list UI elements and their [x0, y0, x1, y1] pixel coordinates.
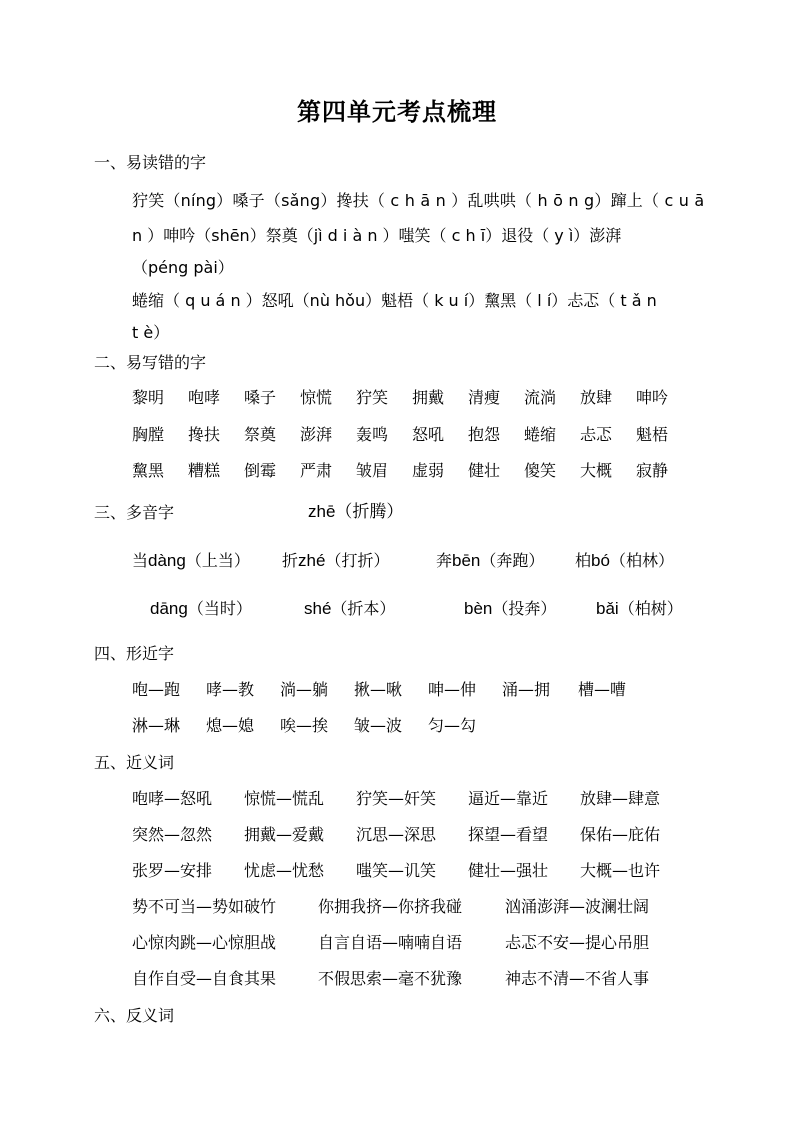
s5-synonym-pair: 不假思索—毫不犹豫 — [318, 969, 463, 988]
s4-word-pair: 涌—拥 — [502, 680, 551, 699]
s5-synonym-pair: 忐忑不安—提心吊胆 — [505, 933, 650, 952]
s3-pinyin: dàng — [148, 551, 186, 570]
s2-word: 嗓子 — [244, 388, 277, 407]
s5-synonym-pair: 你拥我挤—你挤我碰 — [318, 897, 463, 916]
s2-word: 放肆 — [580, 388, 613, 407]
s2-word: 澎湃 — [300, 425, 333, 444]
s2-word: 虚弱 — [412, 461, 445, 480]
s2-word: 清瘦 — [468, 388, 501, 407]
s2-word: 健壮 — [468, 461, 501, 480]
s5-synonym-pair: 保佑—庇佑 — [580, 825, 661, 844]
s2-word: 魁梧 — [636, 425, 669, 444]
s5-synonym-pair: 狞笑—奸笑 — [356, 789, 437, 808]
s5-synonym-pair: 探望—看望 — [468, 825, 549, 844]
s5-synonym-pair: 逼近—靠近 — [468, 789, 549, 808]
s2-word: 轰鸣 — [356, 425, 389, 444]
s3-pinyin: zhé — [298, 551, 326, 570]
s3-pinyin: dāng — [150, 599, 188, 618]
s2-word: 蜷缩 — [524, 425, 557, 444]
s2-word: 惊慌 — [300, 388, 333, 407]
s3-word: （当时） — [187, 599, 252, 618]
s1-line: 狞笑（níng）嗓子（sǎng）搀扶（ c h ā n ）乱哄哄（ h ō n g）蹿上（ c u ā — [132, 191, 705, 210]
section-4-heading: 四、形近字 — [94, 644, 175, 663]
s2-word: 黎明 — [132, 388, 165, 407]
s2-word: 黧黑 — [132, 461, 165, 480]
s5-synonym-pair: 心惊肉跳—心惊胆战 — [132, 933, 277, 952]
s3-pinyin: bēn — [452, 551, 481, 570]
s2-word: 搀扶 — [188, 425, 221, 444]
page-title: 第四单元考点梳理 — [297, 97, 497, 126]
s2-word: 狞笑 — [356, 388, 389, 407]
s3-row2-item — [304, 596, 395, 619]
s5-synonym-pair: 健壮—强壮 — [468, 861, 549, 880]
section-2-heading: 二、易写错的字 — [94, 353, 207, 372]
s2-word: 咆哮 — [188, 388, 221, 407]
s2-word: 怒吼 — [412, 425, 445, 444]
s2-word: 大概 — [580, 461, 613, 480]
s1-line: 蜷缩（ q u á n ）怒吼（nù hǒu）魁梧（ k u í）黧黑（ l í）忐忑（ t ǎ n — [132, 291, 657, 310]
s5-synonym-pair: 张罗—安排 — [132, 861, 213, 880]
s5-synonym-pair: 势不可当—势如破竹 — [132, 897, 277, 916]
s3-pinyin: bó — [591, 551, 610, 570]
s3-row2-item — [150, 596, 252, 619]
s2-word: 祭奠 — [244, 425, 277, 444]
s3-row1-item — [282, 548, 389, 571]
s4-word-pair: 哮—教 — [206, 680, 255, 699]
s3-word: （柏林） — [609, 551, 674, 570]
s2-word: 胸膛 — [132, 425, 165, 444]
s2-word: 呻吟 — [636, 388, 669, 407]
s5-synonym-pair: 拥戴—爱戴 — [244, 825, 325, 844]
s2-word: 抱怨 — [468, 425, 501, 444]
s2-word: 忐忑 — [580, 425, 613, 444]
s4-word-pair: 唉—挨 — [280, 716, 329, 735]
s2-word: 流淌 — [524, 388, 557, 407]
s2-word: 皱眉 — [356, 461, 389, 480]
s3-row2-item — [596, 596, 683, 619]
s5-synonym-pair: 突然—忽然 — [132, 825, 213, 844]
section-3-heading: 三、多音字 — [94, 503, 175, 522]
s3-row2-item — [464, 596, 556, 619]
s2-word: 傻笑 — [524, 461, 557, 480]
s2-word: 倒霉 — [244, 461, 277, 480]
s5-synonym-pair: 沉思—深思 — [356, 825, 437, 844]
s3-word: （奔跑） — [480, 551, 545, 570]
s3-pinyin: bèn — [464, 599, 493, 618]
s1-line: t è） — [132, 323, 170, 342]
s4-word-pair: 咆—跑 — [132, 680, 181, 699]
s5-synonym-pair: 咆哮—怒吼 — [132, 789, 213, 808]
s3-word: （折本） — [331, 599, 396, 618]
section-5-heading: 五、近义词 — [94, 753, 175, 772]
s5-synonym-pair: 自作自受—自食其果 — [132, 969, 277, 988]
s2-word: 严肃 — [300, 461, 333, 480]
s5-synonym-pair: 放肆—肆意 — [580, 789, 661, 808]
s1-line: （péng pài） — [132, 258, 234, 277]
s4-word-pair: 皱—波 — [354, 716, 403, 735]
s2-word: 糟糕 — [188, 461, 221, 480]
s1-line: n ）呻吟（shēn）祭奠（jì d i à n ）嗤笑（ c h ī）退役（ y ì）澎湃 — [132, 226, 622, 245]
s5-synonym-pair: 大概—也许 — [580, 861, 661, 880]
s3-char: 当 — [132, 551, 149, 570]
s4-word-pair: 槽—嘈 — [578, 680, 627, 699]
s3-word: （柏树） — [618, 599, 683, 618]
s3-row1-item — [436, 548, 544, 571]
s3-word: （上当） — [185, 551, 250, 570]
s3-word: （打折） — [325, 551, 390, 570]
s5-synonym-pair: 神志不清—不省人事 — [505, 969, 650, 988]
s3-char: 折 — [282, 551, 299, 570]
s4-word-pair: 揪—啾 — [354, 680, 403, 699]
section-1-heading: 一、易读错的字 — [94, 153, 207, 172]
s3-row1-item — [575, 548, 674, 571]
s3-char: 柏 — [575, 551, 592, 570]
section-6-heading: 六、反义词 — [94, 1006, 175, 1025]
s5-synonym-pair: 嗤笑—讥笑 — [356, 861, 437, 880]
s5-synonym-pair: 自言自语—喃喃自语 — [318, 933, 463, 952]
s4-word-pair: 呻—伸 — [428, 680, 477, 699]
s4-word-pair: 淋—琳 — [132, 716, 181, 735]
s3-pinyin: shé — [304, 599, 332, 618]
s5-synonym-pair: 惊慌—慌乱 — [244, 789, 325, 808]
s4-word-pair: 淌—躺 — [280, 680, 329, 699]
s5-synonym-pair: 汹涌澎湃—波澜壮阔 — [505, 897, 650, 916]
s5-synonym-pair: 忧虑—忧愁 — [244, 861, 325, 880]
s3-word: （投奔） — [492, 599, 557, 618]
s3-row1-item — [132, 548, 250, 571]
s3-note: zhē（折腾） — [308, 502, 404, 521]
s3-pinyin: bǎi — [596, 599, 619, 618]
s2-word: 拥戴 — [412, 388, 445, 407]
s3-char: 奔 — [436, 551, 453, 570]
s4-word-pair: 匀—勾 — [428, 716, 477, 735]
s4-word-pair: 熄—媳 — [206, 716, 255, 735]
s2-word: 寂静 — [636, 461, 669, 480]
